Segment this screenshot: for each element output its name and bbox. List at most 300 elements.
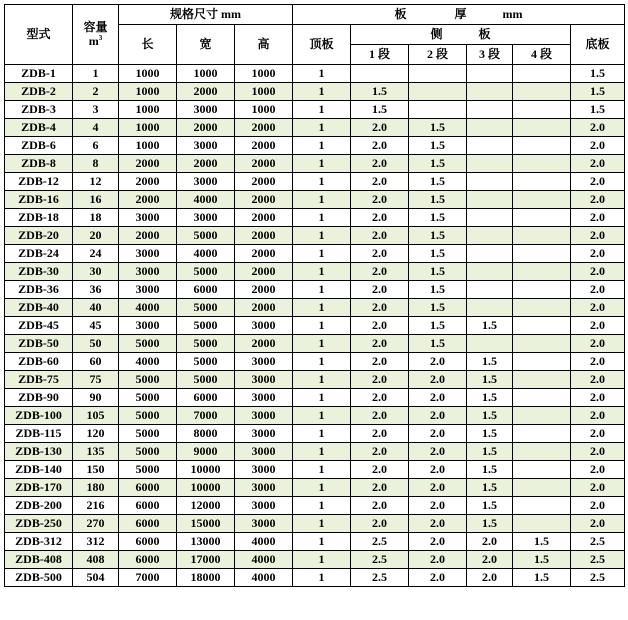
table-row [5, 407, 625, 425]
cell-width: 10000 [177, 461, 235, 479]
cell-capacity: 60 [73, 353, 119, 371]
cell-length: 4000 [119, 353, 177, 371]
cell-top-plate: 1 [293, 299, 351, 317]
cell-width: 5000 [177, 371, 235, 389]
cell-capacity: 24 [73, 245, 119, 263]
cell-side-seg-4: 1.5 [513, 551, 571, 569]
cell-side-seg-1: 2.0 [351, 173, 409, 191]
cell-bottom-plate: 2.0 [571, 461, 625, 479]
cell-length: 1000 [119, 119, 177, 137]
table-body [5, 65, 625, 587]
cell-capacity: 3 [73, 101, 119, 119]
cell-width: 5000 [177, 335, 235, 353]
cell-side-seg-4 [513, 137, 571, 155]
cell-model: ZDB-18 [5, 209, 73, 227]
cell-model: ZDB-30 [5, 263, 73, 281]
cell-side-seg-1: 2.0 [351, 461, 409, 479]
cell-model: ZDB-75 [5, 371, 73, 389]
cell-capacity: 504 [73, 569, 119, 587]
cell-side-seg-2: 1.5 [409, 281, 467, 299]
cell-top-plate: 1 [293, 551, 351, 569]
cell-height: 3000 [235, 317, 293, 335]
table-row [5, 389, 625, 407]
cell-side-seg-3: 1.5 [467, 479, 513, 497]
cell-side-seg-2: 1.5 [409, 191, 467, 209]
cell-capacity: 8 [73, 155, 119, 173]
cell-bottom-plate: 2.0 [571, 119, 625, 137]
cell-side-seg-1: 2.0 [351, 317, 409, 335]
table-row [5, 335, 625, 353]
cell-side-seg-2: 1.5 [409, 119, 467, 137]
cell-side-seg-1: 2.0 [351, 119, 409, 137]
header-plate-thickness-group: 板 厚 mm [293, 5, 625, 25]
cell-side-seg-3: 1.5 [467, 407, 513, 425]
cell-top-plate: 1 [293, 263, 351, 281]
table-row [5, 299, 625, 317]
header-seg-2: 2 段 [409, 45, 467, 65]
cell-length: 3000 [119, 209, 177, 227]
cell-height: 2000 [235, 137, 293, 155]
cell-side-seg-1: 2.5 [351, 569, 409, 587]
cell-side-seg-2: 1.5 [409, 173, 467, 191]
cell-side-seg-3: 1.5 [467, 425, 513, 443]
cell-bottom-plate: 2.0 [571, 191, 625, 209]
cell-height: 2000 [235, 191, 293, 209]
cell-top-plate: 1 [293, 155, 351, 173]
cell-side-seg-3 [467, 101, 513, 119]
cell-side-seg-4 [513, 335, 571, 353]
cell-side-seg-1: 2.0 [351, 425, 409, 443]
header-dimensions-group: 规格尺寸 mm [119, 5, 293, 25]
cell-side-seg-4 [513, 353, 571, 371]
cell-model: ZDB-8 [5, 155, 73, 173]
cell-top-plate: 1 [293, 515, 351, 533]
cell-model: ZDB-408 [5, 551, 73, 569]
cell-model: ZDB-3 [5, 101, 73, 119]
cell-side-seg-4: 1.5 [513, 569, 571, 587]
cell-height: 2000 [235, 281, 293, 299]
cell-bottom-plate: 2.0 [571, 155, 625, 173]
cell-height: 1000 [235, 101, 293, 119]
cell-length: 5000 [119, 371, 177, 389]
cell-side-seg-2: 2.0 [409, 425, 467, 443]
cell-capacity: 270 [73, 515, 119, 533]
cell-capacity: 40 [73, 299, 119, 317]
cell-capacity: 150 [73, 461, 119, 479]
cell-bottom-plate: 1.5 [571, 65, 625, 83]
cell-side-seg-3 [467, 173, 513, 191]
cell-model: ZDB-20 [5, 227, 73, 245]
cell-model: ZDB-45 [5, 317, 73, 335]
cell-side-seg-3: 1.5 [467, 515, 513, 533]
table-row [5, 155, 625, 173]
cell-height: 1000 [235, 65, 293, 83]
cell-side-seg-1: 2.0 [351, 209, 409, 227]
cell-model: ZDB-200 [5, 497, 73, 515]
cell-model: ZDB-6 [5, 137, 73, 155]
cell-top-plate: 1 [293, 281, 351, 299]
cell-length: 5000 [119, 443, 177, 461]
cell-length: 6000 [119, 533, 177, 551]
cell-side-seg-4 [513, 425, 571, 443]
cell-side-seg-2: 2.0 [409, 389, 467, 407]
cell-capacity: 1 [73, 65, 119, 83]
cell-length: 5000 [119, 407, 177, 425]
cell-top-plate: 1 [293, 137, 351, 155]
cell-width: 1000 [177, 65, 235, 83]
table-row [5, 173, 625, 191]
cell-side-seg-2: 1.5 [409, 317, 467, 335]
cell-side-seg-2: 2.0 [409, 479, 467, 497]
cell-bottom-plate: 2.0 [571, 173, 625, 191]
cell-length: 3000 [119, 281, 177, 299]
table-row [5, 353, 625, 371]
cell-side-seg-1: 2.0 [351, 497, 409, 515]
cell-width: 5000 [177, 317, 235, 335]
cell-side-seg-3: 1.5 [467, 371, 513, 389]
cell-top-plate: 1 [293, 371, 351, 389]
cell-length: 5000 [119, 389, 177, 407]
table-row [5, 281, 625, 299]
header-capacity [73, 5, 119, 65]
cell-capacity: 18 [73, 209, 119, 227]
cell-top-plate: 1 [293, 407, 351, 425]
cell-side-seg-2: 2.0 [409, 497, 467, 515]
cell-side-seg-4 [513, 497, 571, 515]
cell-top-plate: 1 [293, 83, 351, 101]
cell-model: ZDB-4 [5, 119, 73, 137]
cell-width: 3000 [177, 209, 235, 227]
cell-model: ZDB-36 [5, 281, 73, 299]
cell-side-seg-3: 2.0 [467, 569, 513, 587]
header-side-plate-group: 侧 板 [351, 25, 571, 45]
cell-length: 5000 [119, 425, 177, 443]
cell-side-seg-2: 2.0 [409, 569, 467, 587]
cell-side-seg-1 [351, 65, 409, 83]
table-row [5, 137, 625, 155]
cell-height: 3000 [235, 389, 293, 407]
cell-side-seg-3 [467, 209, 513, 227]
cell-side-seg-2: 1.5 [409, 137, 467, 155]
cell-side-seg-3 [467, 281, 513, 299]
cell-side-seg-4 [513, 263, 571, 281]
table-row [5, 371, 625, 389]
cell-capacity: 4 [73, 119, 119, 137]
cell-capacity: 16 [73, 191, 119, 209]
cell-model: ZDB-115 [5, 425, 73, 443]
cell-length: 6000 [119, 479, 177, 497]
cell-width: 10000 [177, 479, 235, 497]
cell-side-seg-4 [513, 281, 571, 299]
cell-width: 13000 [177, 533, 235, 551]
cell-side-seg-4 [513, 227, 571, 245]
cell-bottom-plate: 2.5 [571, 533, 625, 551]
cell-bottom-plate: 2.5 [571, 551, 625, 569]
cell-top-plate: 1 [293, 245, 351, 263]
cell-top-plate: 1 [293, 461, 351, 479]
cell-side-seg-3: 1.5 [467, 497, 513, 515]
cell-side-seg-3 [467, 83, 513, 101]
cell-height: 3000 [235, 407, 293, 425]
table-row [5, 119, 625, 137]
cell-width: 6000 [177, 389, 235, 407]
table-row [5, 65, 625, 83]
cell-bottom-plate: 2.5 [571, 569, 625, 587]
cell-height: 3000 [235, 353, 293, 371]
cell-side-seg-1: 2.0 [351, 335, 409, 353]
cell-side-seg-4 [513, 65, 571, 83]
cell-side-seg-1: 2.0 [351, 263, 409, 281]
cell-width: 17000 [177, 551, 235, 569]
cell-capacity: 135 [73, 443, 119, 461]
cell-side-seg-3 [467, 155, 513, 173]
cell-length: 7000 [119, 569, 177, 587]
cell-height: 3000 [235, 425, 293, 443]
cell-top-plate: 1 [293, 335, 351, 353]
cell-capacity: 50 [73, 335, 119, 353]
cell-width: 9000 [177, 443, 235, 461]
cell-height: 2000 [235, 155, 293, 173]
cell-side-seg-1: 2.0 [351, 245, 409, 263]
cell-top-plate: 1 [293, 389, 351, 407]
header-length: 长 [119, 25, 177, 65]
table-row [5, 317, 625, 335]
cell-side-seg-3: 1.5 [467, 353, 513, 371]
table-row [5, 191, 625, 209]
table-row [5, 479, 625, 497]
cell-width: 7000 [177, 407, 235, 425]
cell-model: ZDB-24 [5, 245, 73, 263]
cell-side-seg-1: 2.0 [351, 371, 409, 389]
header-top-plate: 顶板 [293, 25, 351, 65]
cell-side-seg-1: 2.0 [351, 443, 409, 461]
cell-model: ZDB-2 [5, 83, 73, 101]
cell-bottom-plate: 2.0 [571, 281, 625, 299]
cell-side-seg-2: 2.0 [409, 353, 467, 371]
cell-bottom-plate: 2.0 [571, 479, 625, 497]
cell-capacity: 90 [73, 389, 119, 407]
cell-capacity: 2 [73, 83, 119, 101]
cell-bottom-plate: 2.0 [571, 353, 625, 371]
cell-capacity: 216 [73, 497, 119, 515]
cell-side-seg-3: 1.5 [467, 443, 513, 461]
cell-width: 4000 [177, 191, 235, 209]
cell-side-seg-1: 2.0 [351, 155, 409, 173]
cell-side-seg-4 [513, 299, 571, 317]
cell-side-seg-1: 2.0 [351, 479, 409, 497]
table-row [5, 263, 625, 281]
table-row [5, 461, 625, 479]
cell-side-seg-3 [467, 137, 513, 155]
cell-height: 2000 [235, 119, 293, 137]
cell-side-seg-2: 1.5 [409, 227, 467, 245]
cell-bottom-plate: 2.0 [571, 497, 625, 515]
cell-width: 2000 [177, 155, 235, 173]
cell-side-seg-2: 2.0 [409, 515, 467, 533]
cell-side-seg-3 [467, 65, 513, 83]
cell-side-seg-4 [513, 155, 571, 173]
cell-side-seg-1: 2.5 [351, 533, 409, 551]
cell-top-plate: 1 [293, 497, 351, 515]
cell-side-seg-3: 1.5 [467, 461, 513, 479]
cell-capacity: 30 [73, 263, 119, 281]
cell-model: ZDB-50 [5, 335, 73, 353]
cell-side-seg-2 [409, 65, 467, 83]
cell-height: 3000 [235, 515, 293, 533]
cell-capacity: 312 [73, 533, 119, 551]
cell-side-seg-3 [467, 227, 513, 245]
cell-top-plate: 1 [293, 479, 351, 497]
cell-side-seg-3: 2.0 [467, 551, 513, 569]
cell-top-plate: 1 [293, 101, 351, 119]
cell-side-seg-4 [513, 119, 571, 137]
cell-height: 4000 [235, 569, 293, 587]
cell-side-seg-1: 2.0 [351, 191, 409, 209]
cell-height: 2000 [235, 263, 293, 281]
cell-capacity: 105 [73, 407, 119, 425]
cell-height: 2000 [235, 227, 293, 245]
cell-side-seg-3 [467, 191, 513, 209]
cell-side-seg-3 [467, 263, 513, 281]
cell-height: 2000 [235, 173, 293, 191]
header-seg-1: 1 段 [351, 45, 409, 65]
cell-length: 3000 [119, 245, 177, 263]
cell-top-plate: 1 [293, 65, 351, 83]
header-capacity-unit: m [88, 33, 99, 48]
cell-height: 2000 [235, 245, 293, 263]
cell-side-seg-4 [513, 245, 571, 263]
cell-width: 2000 [177, 119, 235, 137]
table-row [5, 227, 625, 245]
table-row [5, 515, 625, 533]
cell-side-seg-4 [513, 371, 571, 389]
cell-capacity: 180 [73, 479, 119, 497]
cell-length: 3000 [119, 263, 177, 281]
cell-model: ZDB-12 [5, 173, 73, 191]
cell-capacity: 120 [73, 425, 119, 443]
cell-side-seg-1: 1.5 [351, 101, 409, 119]
cell-capacity: 20 [73, 227, 119, 245]
cell-width: 5000 [177, 263, 235, 281]
cell-side-seg-3 [467, 119, 513, 137]
table-row [5, 245, 625, 263]
cell-side-seg-1: 2.5 [351, 551, 409, 569]
cell-top-plate: 1 [293, 317, 351, 335]
cell-side-seg-2: 1.5 [409, 299, 467, 317]
cell-top-plate: 1 [293, 425, 351, 443]
cell-bottom-plate: 2.0 [571, 317, 625, 335]
cell-side-seg-3: 1.5 [467, 317, 513, 335]
cell-model: ZDB-60 [5, 353, 73, 371]
cell-model: ZDB-170 [5, 479, 73, 497]
header-height: 高 [235, 25, 293, 65]
cell-height: 3000 [235, 371, 293, 389]
cell-side-seg-4 [513, 389, 571, 407]
cell-side-seg-2: 2.0 [409, 443, 467, 461]
cell-length: 4000 [119, 299, 177, 317]
cell-model: ZDB-1 [5, 65, 73, 83]
cell-model: ZDB-250 [5, 515, 73, 533]
cell-length: 3000 [119, 317, 177, 335]
cell-side-seg-2: 2.0 [409, 461, 467, 479]
cell-top-plate: 1 [293, 227, 351, 245]
cell-side-seg-1: 2.0 [351, 407, 409, 425]
table-row [5, 101, 625, 119]
cell-side-seg-3: 1.5 [467, 389, 513, 407]
table-row [5, 569, 625, 587]
cell-capacity: 75 [73, 371, 119, 389]
cell-length: 5000 [119, 335, 177, 353]
header-bottom-plate: 底板 [571, 25, 625, 65]
cell-side-seg-2: 2.0 [409, 533, 467, 551]
cell-top-plate: 1 [293, 569, 351, 587]
table-row [5, 551, 625, 569]
cell-bottom-plate: 2.0 [571, 335, 625, 353]
cell-side-seg-1: 2.0 [351, 353, 409, 371]
cell-height: 1000 [235, 83, 293, 101]
cell-side-seg-4 [513, 191, 571, 209]
cell-bottom-plate: 2.0 [571, 245, 625, 263]
cell-side-seg-1: 2.0 [351, 227, 409, 245]
header-model: 型式 [5, 5, 73, 65]
cell-top-plate: 1 [293, 353, 351, 371]
cell-width: 3000 [177, 101, 235, 119]
cell-model: ZDB-312 [5, 533, 73, 551]
header-width: 宽 [177, 25, 235, 65]
cell-length: 6000 [119, 551, 177, 569]
header-capacity-unit-sup: 3 [98, 33, 103, 42]
cell-side-seg-2: 2.0 [409, 551, 467, 569]
cell-width: 3000 [177, 173, 235, 191]
cell-width: 3000 [177, 137, 235, 155]
cell-width: 6000 [177, 281, 235, 299]
cell-side-seg-3: 2.0 [467, 533, 513, 551]
cell-top-plate: 1 [293, 443, 351, 461]
cell-top-plate: 1 [293, 533, 351, 551]
cell-top-plate: 1 [293, 173, 351, 191]
cell-side-seg-2: 1.5 [409, 335, 467, 353]
cell-top-plate: 1 [293, 119, 351, 137]
cell-length: 6000 [119, 515, 177, 533]
cell-width: 15000 [177, 515, 235, 533]
cell-length: 1000 [119, 101, 177, 119]
cell-side-seg-4 [513, 101, 571, 119]
cell-model: ZDB-90 [5, 389, 73, 407]
header-seg-3: 3 段 [467, 45, 513, 65]
cell-side-seg-4: 1.5 [513, 533, 571, 551]
cell-bottom-plate: 2.0 [571, 443, 625, 461]
cell-side-seg-4 [513, 407, 571, 425]
cell-width: 5000 [177, 227, 235, 245]
cell-capacity: 408 [73, 551, 119, 569]
table-row [5, 209, 625, 227]
cell-side-seg-2: 1.5 [409, 155, 467, 173]
cell-bottom-plate: 1.5 [571, 101, 625, 119]
cell-model: ZDB-130 [5, 443, 73, 461]
cell-height: 3000 [235, 461, 293, 479]
cell-height: 4000 [235, 551, 293, 569]
cell-side-seg-1: 2.0 [351, 515, 409, 533]
cell-side-seg-2 [409, 83, 467, 101]
cell-bottom-plate: 2.0 [571, 371, 625, 389]
cell-side-seg-4 [513, 83, 571, 101]
cell-length: 2000 [119, 173, 177, 191]
cell-bottom-plate: 2.0 [571, 389, 625, 407]
cell-side-seg-3 [467, 335, 513, 353]
cell-model: ZDB-100 [5, 407, 73, 425]
cell-side-seg-2: 2.0 [409, 407, 467, 425]
cell-capacity: 36 [73, 281, 119, 299]
